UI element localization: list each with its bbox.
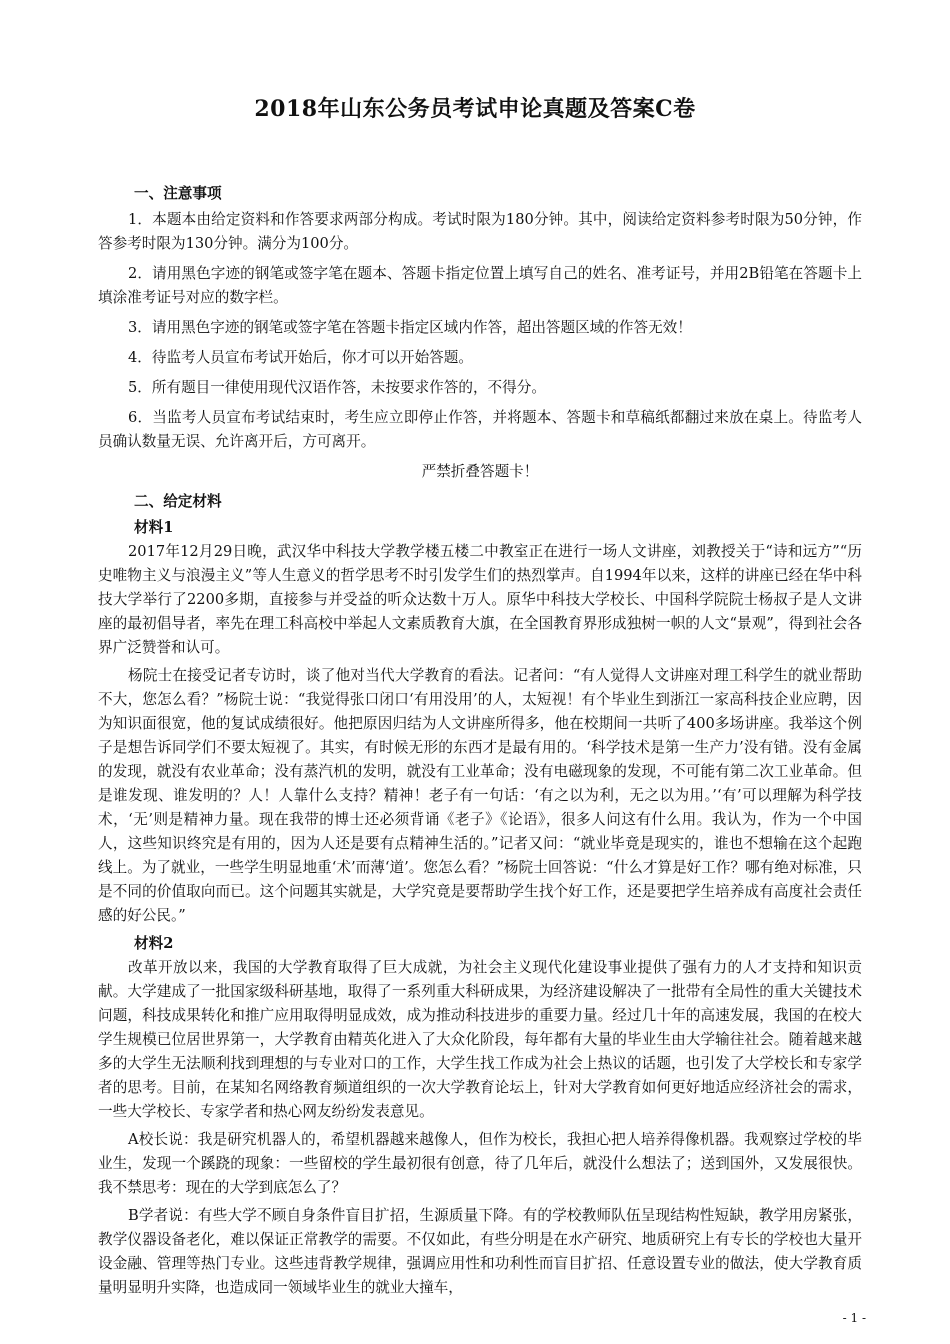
document-body — [98, 182, 862, 1304]
material-1-paragraph-1: 2017年12月29日晚，武汉华中科技大学教学楼五楼二中教室正在进行一场人文讲座，刘教授关于“诗和远方”“历史唯物主义与浪漫主义”等人生意义的哲学思考不时引发学生们的热烈掌声。自1994年以来，这样的讲座已经在华中科技大学举行了2200多期，直接参与并受益的听众达数十万人。原华中科技大学校长、中国科学院院士杨叔子是人文讲座的最初倡导者，率先在理工科高校中举起人文素质教育大旗，在全国教育界形成独树一帜的人文“景观”，得到社会各界广泛赞誉和认可。 — [98, 543, 862, 656]
page-number: - 1 - — [842, 1311, 866, 1325]
document-title: 2018年山东公务员考试申论真题及答案C卷 — [254, 96, 696, 122]
section-heading-notes: 一、注意事项 — [134, 185, 222, 202]
material-1-paragraph-2: 杨院士在接受记者专访时，谈了他对当代大学教育的看法。记者问：“有人觉得人文讲座对理工科学生的就业帮助不大，您怎么看？”杨院士说：“我觉得张口闭口‘有用没用’的人，太短视！有个毕业生到浙江一家高科技企业应聘，因为知识面很宽，他的复试成绩很好。他把原因归结为人文讲座所得多，他在校期间一共听了400多场讲座。我举这个例子是想告诉同学们不要太短视了。其实，有时候无形的东西才是最有用的。‘科学技术是第一生产力’没有错。没有金属的发现，就没有农业革命；没有蒸汽机的发明，就没有工业革命；没有电磁现象的发现，不可能有第二次工业革命。但是谁发现、谁发明的？人！人靠什么支持？精神！老子有一句话：‘有之以为利，无之以为用。’‘有’可以理解为科学技术，‘无’则是精神力量。现在我带的博士还必须背诵《老子》《论语》，很多人问这有什么用。我认为，作为一个中国人，这些知识终究是有用的，因为人还是要有点精神生活的。”记者又问：“就业毕竟是现实的，谁也不想输在这个起跑线上。为了就业，一些学生明显地重‘术’而薄‘道’。您怎么看？”杨院士回答说：“什么才算是好工作？哪有绝对标准，只是不同的价值取向而已。这个问题其实就是，大学究竟是要帮助学生找个好工作，还是要把学生培养成有高度社会责任感的好公民。” — [98, 667, 862, 924]
material-2-paragraph-3: B学者说：有些大学不顾自身条件盲目扩招，生源质量下降。有的学校教师队伍呈现结构性短缺，教学用房紧张，教学仪器设备老化，难以保证正常教学的需要。不仅如此，有些分明是在水产研究、地质研究上有专长的学校也大量开设金融、管理等热门专业。这些违背教学规律，强调应用性和功利性而盲目扩招、任意设置专业的做法，使大学教育质量明显明升实降，也造成同一领域毕业生的就业大撞车， — [98, 1207, 862, 1296]
note-item-2: 2．请用黑色字迹的钢笔或签字笔在题本、答题卡指定位置上填写自己的姓名、准考证号，并用2B铅笔在答题卡上填涂准考证号对应的数字栏。 — [98, 265, 862, 306]
material-2-label: 材料2 — [134, 935, 174, 952]
note-item-1: 1．本题本由给定资料和作答要求两部分构成。考试时限为180分钟。其中，阅读给定资料参考时限为50分钟，作答参考时限为130分钟。满分为100分。 — [98, 211, 862, 252]
material-1-label: 材料1 — [134, 519, 174, 536]
note-item-3: 3．请用黑色字迹的钢笔或签字笔在答题卡指定区域内作答，超出答题区域的作答无效！ — [128, 319, 692, 336]
warning-text: 严禁折叠答题卡！ — [421, 463, 539, 480]
material-2-paragraph-1: 改革开放以来，我国的大学教育取得了巨大成就，为社会主义现代化建设事业提供了强有力的人才支持和知识贡献。大学建成了一批国家级科研基地，取得了一系列重大科研成果，为经济建设解决了一批带有全局性的重大关键技术问题，科技成果转化和推广应用取得明显成效，成为推动科技进步的重要力量。经过几十年的高速发展，我国的在校大学生规模已位居世界第一，大学教育由精英化进入了大众化阶段，每年都有大量的毕业生由大学输往社会。随着越来越多的大学生无法顺利找到理想的与专业对口的工作，大学生找工作成为社会上热议的话题，也引发了大学校长和专家学者的思考。目前，在某知名网络教育频道组织的一次大学教育论坛上，针对大学教育如何更好地适应经济社会的需求，一些大学校长、专家学者和热心网友纷纷发表意见。 — [98, 959, 862, 1120]
note-item-5: 5．所有题目一律使用现代汉语作答，未按要求作答的，不得分。 — [128, 379, 546, 396]
note-item-4: 4．待监考人员宣布考试开始后，你才可以开始答题。 — [128, 349, 473, 366]
material-2-paragraph-2: A校长说：我是研究机器人的，希望机器越来越像人，但作为校长，我担心把人培养得像机器。我观察过学校的毕业生，发现一个蹊跷的现象：一些留校的学生最初很有创意，待了几年后，就没什么想法了；送到国外，又发展很快。我不禁思考：现在的大学到底怎么了？ — [98, 1131, 862, 1196]
section-heading-materials: 二、给定材料 — [134, 493, 222, 510]
note-item-6: 6．当监考人员宣布考试结束时，考生应立即停止作答，并将题本、答题卡和草稿纸都翻过来放在桌上。待监考人员确认数量无误、允许离开后，方可离开。 — [98, 409, 862, 450]
